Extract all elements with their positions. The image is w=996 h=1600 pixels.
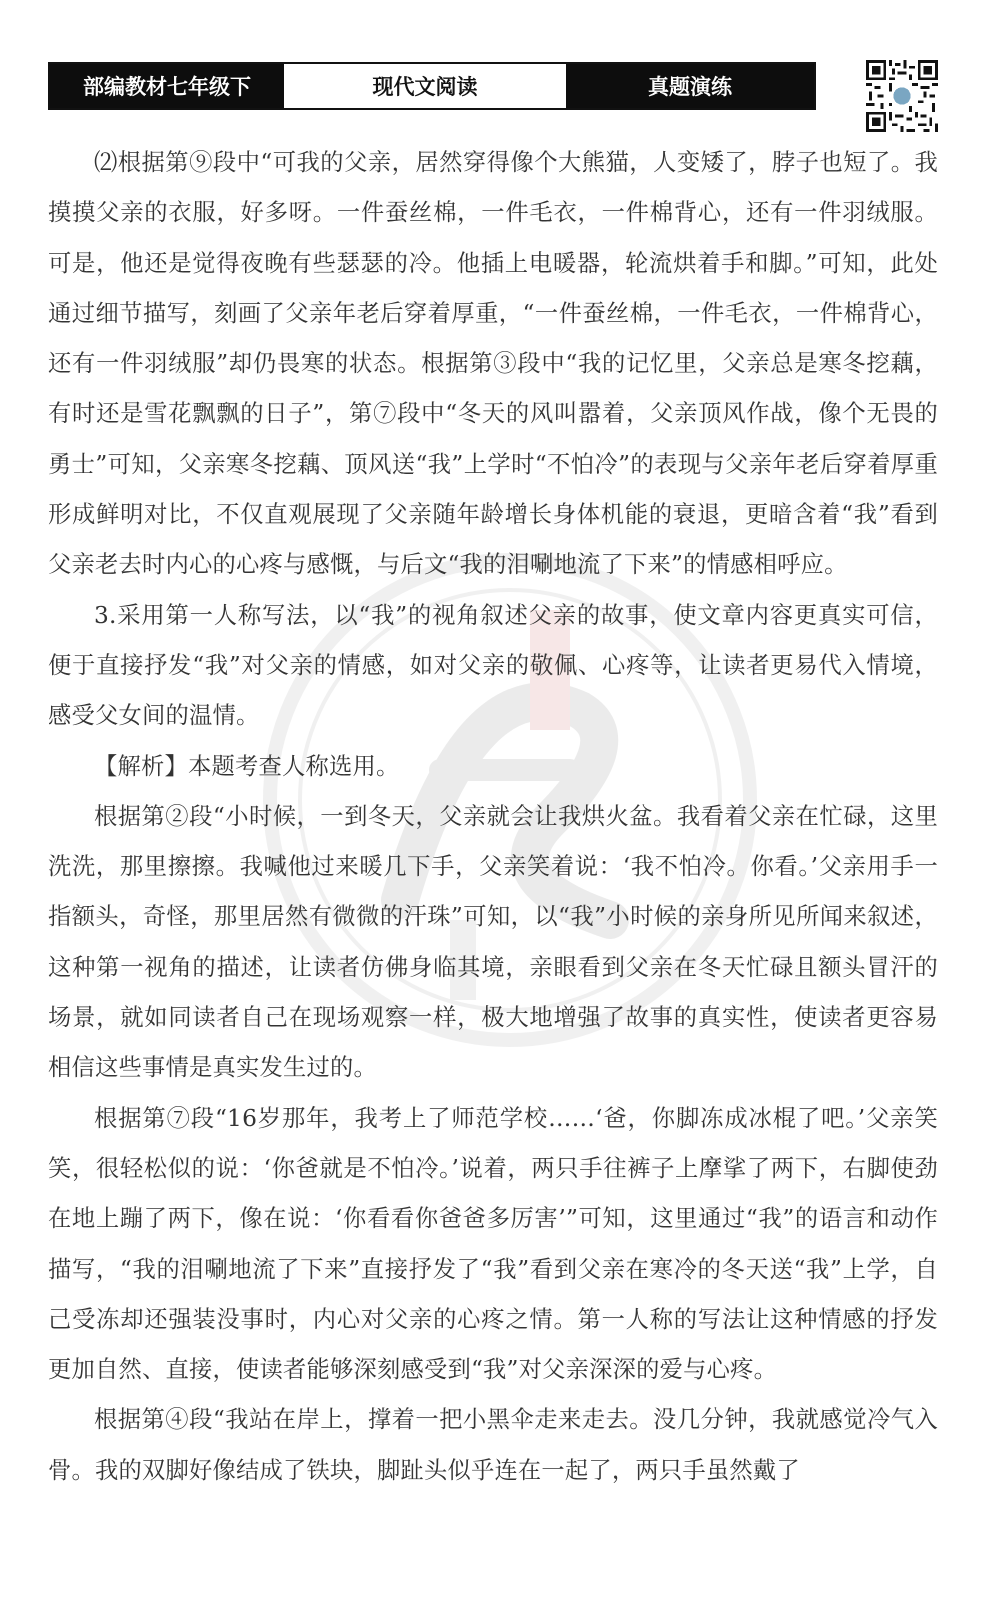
header-section-label: 真题演练 <box>566 64 814 108</box>
paragraph-analysis-2: 根据第⑦段“16岁那年，我考上了师范学校……‘爸，你脚冻成冰棍了吧。’父亲笑笑，很轻松似的说：‘你爸就是不怕冷。’说着，两只手往裤子上摩挲了两下，右脚使劲在地上蹦了两下，像在说：‘你看看你爸爸多厉害’”可知，这里通过“我”的语言和动作描写，“我的泪唰地流了下来”直接抒发了“我”看到父亲在寒冷的冬天送“我”上学，自己受冻却还强装没事时，内心对父亲的心疼之情。第一人称的写法让这种情感的抒发更加自然、直接，使读者能够深刻感受到“我”对父亲深深的爱与心疼。 <box>48 1104 938 1384</box>
paragraph-analysis-3: 根据第④段“我站在岸上，撑着一把小黑伞走来走去。没几分钟，我就感觉冷气入骨。我的双脚好像结成了铁块，脚趾头似乎连在一起了，两只手虽然戴了 <box>48 1406 938 1484</box>
header-subject-label: 现代文阅读 <box>284 64 566 108</box>
header-bar <box>48 62 816 110</box>
paragraph-answer-2: ⑵根据第⑨段中“可我的父亲，居然穿得像个大熊猫，人变矮了，脖子也短了。我摸摸父亲的衣服，好多呀。一件蚕丝棉，一件毛衣，一件棉背心，还有一件羽绒服。可是，他还是觉得夜晚有些瑟瑟的冷。他插上电暖器，轮流烘着手和脚。”可知，此处通过细节描写，刻画了父亲年老后穿着厚重，“一件蚕丝棉，一件毛衣，一件棉背心，还有一件羽绒服”却仍畏寒的状态。根据第③段中“我的记忆里，父亲总是寒冬挖藕，有时还是雪花飘飘的日子”，第⑦段中“冬天的风叫嚣着，父亲顶风作战，像个无畏的勇士”可知，父亲寒冬挖藕、顶风送“我”上学时“不怕冷”的表现与父亲年老后穿着厚重形成鲜明对比，不仅直观展现了父亲随年龄增长身体机能的衰退，更暗含着“我”看到父亲老去时内心的心疼与感慨，与后文“我的泪唰地流了下来”的情感相呼应。 <box>48 149 938 579</box>
paragraph-answer-3: 3.采用第一人称写法，以“我”的视角叙述父亲的故事，使文章内容更真实可信，便于直接抒发“我”对父亲的情感，如对父亲的敬佩、心疼等，让读者更易代入情境，感受父女间的温情。 <box>48 601 938 730</box>
header-grade-label: 部编教材七年级下 <box>50 64 284 108</box>
paragraph-analysis-1: 根据第②段“小时候，一到冬天，父亲就会让我烘火盆。我看着父亲在忙碌，这里洗洗，那里擦擦。我喊他过来暖几下手，父亲笑着说：‘我不怕冷。你看。’父亲用手一指额头，奇怪，那里居然有微微的汗珠”可知，以“我”小时候的亲身所见所闻来叙述，这种第一视角的描述，让读者仿佛身临其境，亲眼看到父亲在冬天忙碌且额头冒汗的场景，就如同读者自己在现场观察一样，极大地增强了故事的真实性，使读者更容易相信这些事情是真实发生过的。 <box>48 802 938 1082</box>
answer-content <box>48 138 938 1496</box>
qr-code-icon <box>866 60 938 132</box>
paragraph-analysis-heading: 【解析】本题考查人称选用。 <box>94 752 400 780</box>
